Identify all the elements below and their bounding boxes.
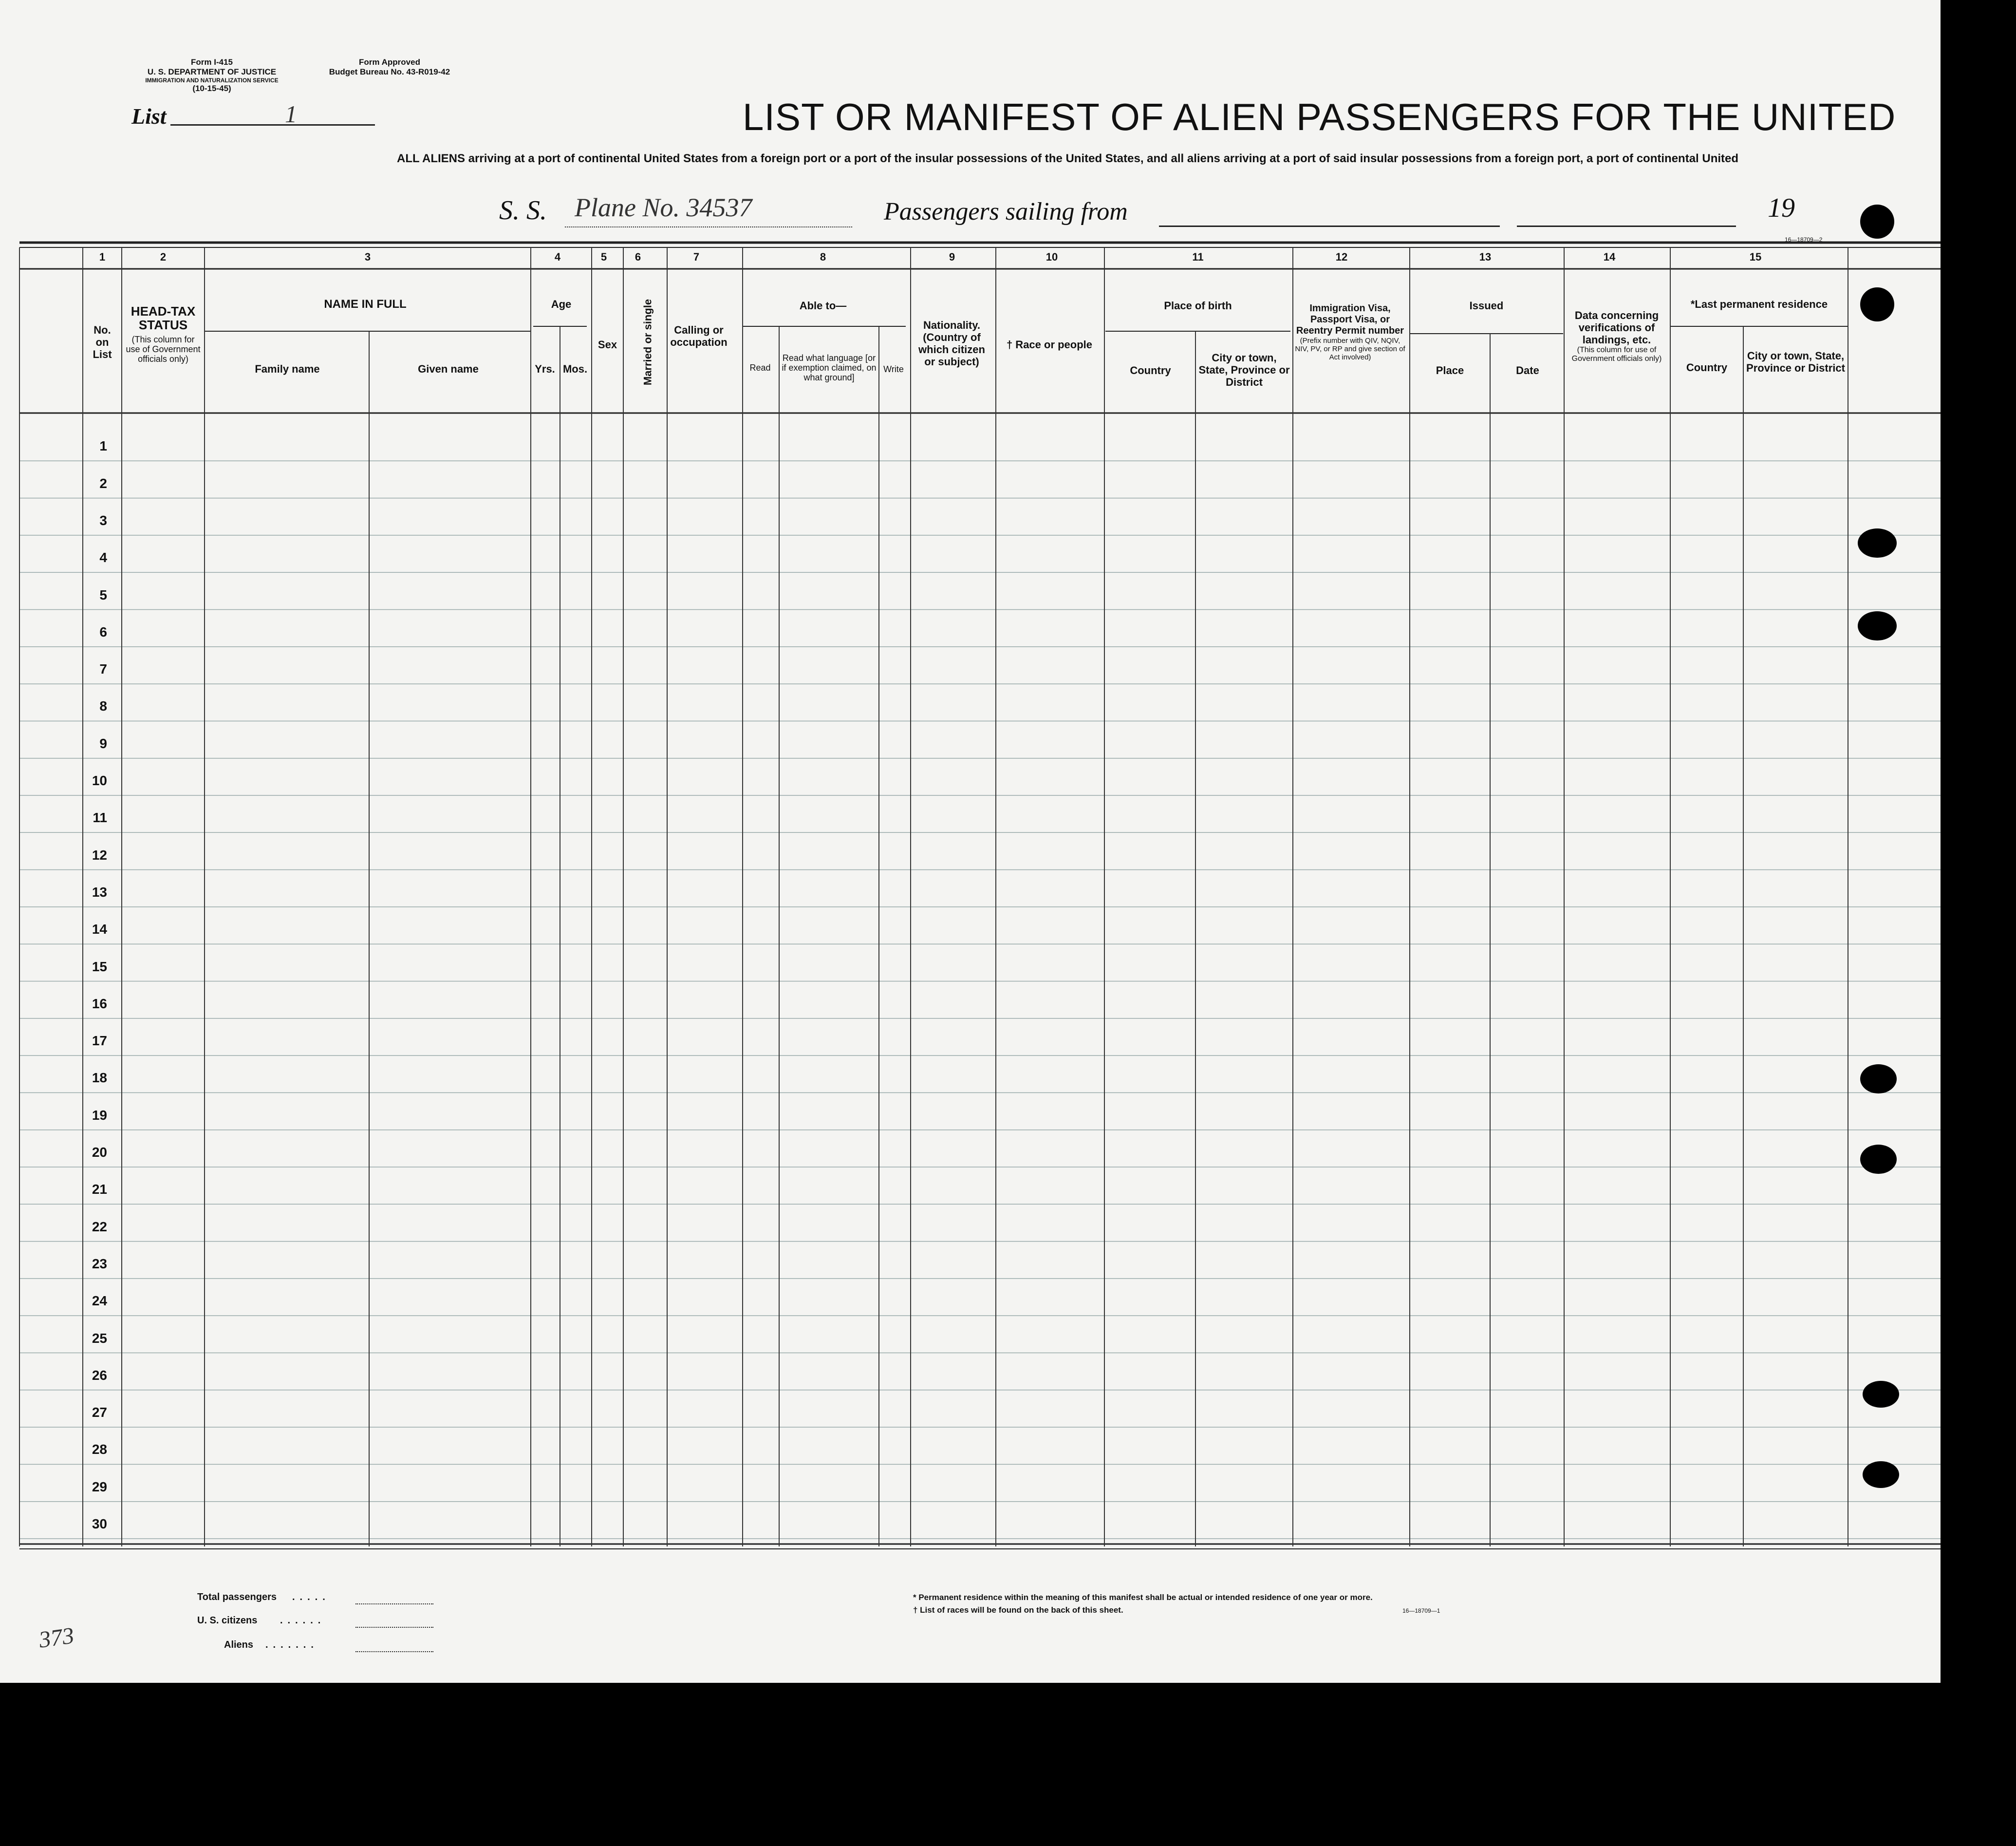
- instruction-line: ALL ALIENS arriving at a port of continental United States from a foreign port or a port of the insular possessions of the United States, and all aliens arriving at a port of said insular possessions from a foreign port, a port of continental United: [397, 152, 1739, 165]
- aliens-dots: .......: [265, 1639, 318, 1650]
- punch-hole: [1863, 1381, 1899, 1408]
- headtax-title: HEAD-TAX STATUS: [131, 304, 196, 332]
- header-issued: Issued: [1469, 300, 1504, 312]
- total-passengers-line: [355, 1603, 433, 1604]
- header-write: Write: [883, 364, 904, 374]
- row-number: 29: [92, 1479, 107, 1494]
- row-number: 3: [99, 512, 107, 528]
- punch-hole: [1858, 528, 1897, 558]
- punch-hole: [1860, 1145, 1897, 1174]
- colnum-14: 14: [1603, 251, 1616, 263]
- header-res-country: Country: [1686, 361, 1728, 374]
- row-number: 19: [92, 1107, 107, 1123]
- row-number: 1: [99, 438, 107, 454]
- header-read: Read: [749, 363, 771, 373]
- row-number: 6: [99, 624, 107, 640]
- page-title: LIST OR MANIFEST OF ALIEN PASSENGERS FOR THE UNITED: [743, 95, 1896, 138]
- list-label: List: [131, 104, 167, 129]
- colnum-2: 2: [160, 251, 167, 263]
- headtax-note: (This column for use of Government officials only): [126, 335, 201, 364]
- row-number: 16: [92, 996, 107, 1011]
- row-number: 4: [99, 550, 107, 565]
- header-place-of-birth: Place of birth: [1164, 300, 1232, 312]
- budget-number: Budget Bureau No. 43-R019-42: [329, 67, 450, 76]
- colnum-15: 15: [1749, 251, 1762, 263]
- header-calling: Calling or occupation: [670, 324, 728, 348]
- corner-code: 16—18709—2: [1785, 236, 1823, 243]
- header-residence: *Last permanent residence: [1690, 298, 1828, 310]
- row-number: 9: [99, 735, 107, 751]
- row-number: 22: [92, 1219, 107, 1234]
- colnum-5: 5: [600, 251, 607, 263]
- header-given-name: Given name: [418, 363, 479, 375]
- colnum-12: 12: [1335, 251, 1348, 263]
- header-family-name: Family name: [255, 363, 320, 375]
- footnote-races: † List of races will be found on the back of this sheet.: [913, 1605, 1123, 1615]
- row-number: 14: [92, 922, 107, 937]
- row-number: 8: [99, 698, 107, 714]
- header-married: Married or single: [641, 299, 654, 386]
- vessel-prefix: S. S.: [499, 195, 547, 226]
- us-citizens-line: [355, 1627, 433, 1628]
- row-number: 11: [93, 810, 107, 826]
- row-number: 2: [99, 475, 107, 491]
- header-read-language: Read what language [or if exemption claimed, on what ground]: [782, 353, 877, 382]
- row-number: 28: [92, 1442, 107, 1457]
- punch-hole: [1860, 287, 1894, 321]
- total-passengers-dots: .....: [292, 1592, 330, 1602]
- row-number: 13: [92, 884, 107, 900]
- header-nationality: Nationality. (Country of which citizen or subject): [918, 319, 985, 368]
- row-number: 18: [92, 1070, 107, 1086]
- colnum-3: 3: [364, 251, 371, 263]
- row-number: 24: [92, 1293, 107, 1309]
- margin-note: 373: [37, 1622, 76, 1653]
- row-number: 15: [92, 959, 107, 974]
- header-no-on-list: No. on List: [93, 324, 112, 360]
- row-number: 12: [92, 847, 107, 863]
- row-number: 10: [92, 773, 107, 788]
- year-prefix: 19: [1768, 193, 1795, 223]
- form-date: (10-15-45): [192, 84, 231, 93]
- footnote-residence: * Permanent residence within the meaning of this manifest shall be actual or intended residence of one year or more.: [913, 1593, 1373, 1602]
- header-res-city: City or town, State, Province or District: [1746, 350, 1845, 374]
- form-approved: Form Approved: [359, 57, 420, 67]
- punch-hole: [1858, 611, 1897, 640]
- row-number: 27: [92, 1405, 107, 1420]
- header-issued-place: Place: [1436, 364, 1464, 377]
- row-number: 23: [92, 1256, 107, 1271]
- department: U. S. DEPARTMENT OF JUSTICE: [147, 67, 277, 76]
- header-sex: Sex: [597, 339, 617, 351]
- header-issued-date: Date: [1516, 364, 1539, 377]
- footnote-code: 16—18709—1: [1402, 1607, 1440, 1614]
- list-value: 1: [285, 100, 297, 128]
- colnum-13: 13: [1479, 251, 1492, 263]
- colnum-11: 11: [1192, 251, 1204, 263]
- landing-note: (This column for use of Government officials only): [1571, 346, 1662, 363]
- row-number: 30: [92, 1516, 107, 1531]
- colnum-4: 4: [554, 251, 561, 263]
- total-passengers-label: Total passengers: [197, 1592, 277, 1602]
- us-citizens-label: U. S. citizens: [197, 1615, 258, 1626]
- vessel-name: Plane No. 34537: [575, 193, 752, 222]
- punch-hole: [1863, 1461, 1899, 1488]
- colnum-10: 10: [1045, 251, 1058, 263]
- visa-note: (Prefix number with QIV, NQIV, NIV, PV, or RP and give section of Act involved): [1295, 337, 1405, 361]
- us-citizens-dots: ......: [280, 1615, 326, 1626]
- header-yrs: Yrs.: [535, 363, 555, 375]
- aliens-label: Aliens: [224, 1639, 254, 1650]
- punch-hole: [1860, 1064, 1897, 1093]
- header-race: † Race or people: [1006, 339, 1093, 351]
- header-mos: Mos.: [562, 363, 588, 375]
- landing-title: Data concerning verifications of landings, etc.: [1574, 309, 1659, 346]
- header-name-in-full: NAME IN FULL: [324, 298, 407, 311]
- colnum-6: 6: [635, 251, 641, 263]
- row-number: 21: [92, 1182, 107, 1197]
- service: IMMIGRATION AND NATURALIZATION SERVICE: [145, 77, 279, 84]
- row-number: 7: [99, 661, 107, 677]
- header-visa: [1293, 303, 1407, 361]
- header-pob-city: City or town, State, Province or District: [1198, 352, 1290, 388]
- row-number: 25: [92, 1330, 107, 1346]
- sailing-label: Passengers sailing from: [884, 198, 1128, 226]
- header-age: Age: [551, 298, 572, 310]
- row-number: 17: [92, 1033, 107, 1049]
- row-number: 20: [92, 1145, 107, 1160]
- visa-title: Immigration Visa, Passport Visa, or Reentry Permit number: [1296, 303, 1404, 336]
- colnum-1: 1: [99, 251, 106, 263]
- header-able-to: Able to—: [799, 300, 847, 312]
- header-pob-country: Country: [1130, 364, 1171, 377]
- colnum-8: 8: [820, 251, 826, 263]
- colnum-7: 7: [693, 251, 700, 263]
- header-landing: [1566, 309, 1668, 363]
- aliens-line: [355, 1651, 433, 1652]
- row-number: 26: [92, 1367, 107, 1383]
- form-number: Form I-415: [191, 57, 233, 67]
- row-number: 5: [99, 587, 107, 603]
- header-headtax: [124, 304, 202, 364]
- punch-hole: [1860, 205, 1894, 239]
- scan-border: [1941, 0, 2016, 1846]
- colnum-9: 9: [949, 251, 955, 263]
